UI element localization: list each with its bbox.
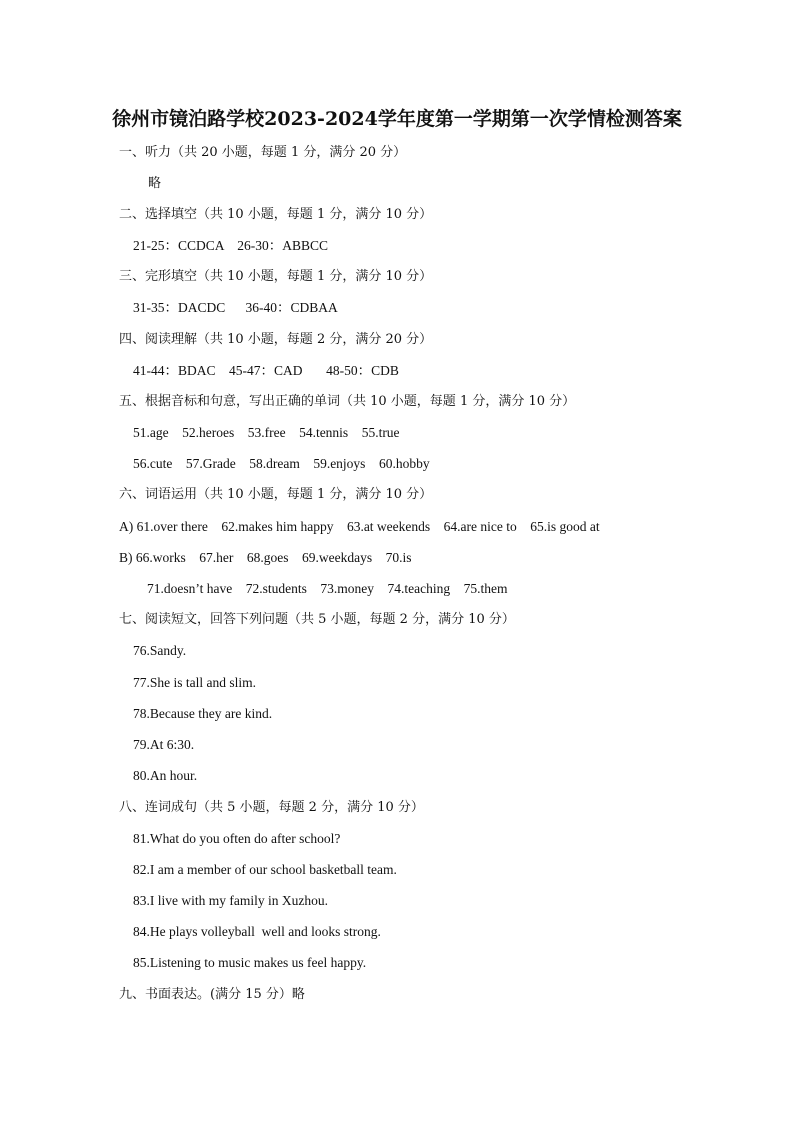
section-2-heading: 二、选择填空（共 10 小题，每题 1 分，满分 10 分） (119, 207, 433, 222)
section-5-heading: 五、根据音标和句意，写出正确的单词（共 10 小题，每题 1 分，满分 10 分） (119, 394, 576, 409)
section-6-answer-a: A) 61.over there 62.makes him happy 63.at weekends 64.are nice to 65.is good at (119, 519, 600, 534)
section-3-heading: 三、完形填空（共 10 小题，每题 1 分，满分 10 分） (119, 269, 433, 284)
section-2-answer: 21-25：CCDCA 26-30：ABBCC (133, 238, 329, 253)
answer-80: 80.An hour. (133, 768, 198, 783)
answer-81: 81.What do you often do after school? (133, 831, 341, 846)
section-1-answer: 略 (148, 176, 162, 191)
section-5-answer-line-2: 56.cute 57.Grade 58.dream 59.enjoys 60.hobby (133, 456, 430, 471)
page-title: 徐州市镜泊路学校2023-2024学年度第一学期第一次学情检测答案 (112, 108, 682, 130)
answer-83: 83.I live with my family in Xuzhou. (133, 893, 328, 908)
answer-79: 79.At 6:30. (133, 737, 195, 752)
section-9-heading: 九、书面表达。(满分 15 分）略 (119, 987, 305, 1002)
section-5-answer-line-1: 51.age 52.heroes 53.free 54.tennis 55.true (133, 425, 400, 440)
section-8-heading: 八、连词成句（共 5 小题，每题 2 分，满分 10 分） (119, 800, 424, 815)
answer-76: 76.Sandy. (133, 643, 187, 658)
section-6-answer-b-continued: 71.doesn’t have 72.students 73.money 74.teaching 75.them (147, 581, 508, 596)
answer-78: 78.Because they are kind. (133, 706, 273, 721)
section-4-heading: 四、阅读理解（共 10 小题，每题 2 分，满分 20 分） (119, 332, 433, 347)
answer-84: 84.He plays volleyball well and looks strong. (133, 924, 381, 939)
section-6-answer-b: B) 66.works 67.her 68.goes 69.weekdays 70.is (119, 550, 412, 565)
answer-77: 77.She is tall and slim. (133, 675, 256, 690)
section-3-answer: 31-35：DACDC 36-40：CDBAA (133, 300, 338, 315)
section-4-answer: 41-44：BDAC 45-47：CAD 48-50：CDB (133, 363, 399, 378)
section-7-heading: 七、阅读短文，回答下列问题（共 5 小题，每题 2 分，满分 10 分） (119, 612, 515, 627)
answer-85: 85.Listening to music makes us feel happy. (133, 955, 367, 970)
answer-82: 82.I am a member of our school basketball team. (133, 862, 397, 877)
section-1-heading: 一、听力（共 20 小题，每题 1 分，满分 20 分） (119, 145, 407, 160)
section-6-heading: 六、词语运用（共 10 小题，每题 1 分，满分 10 分） (119, 487, 433, 502)
